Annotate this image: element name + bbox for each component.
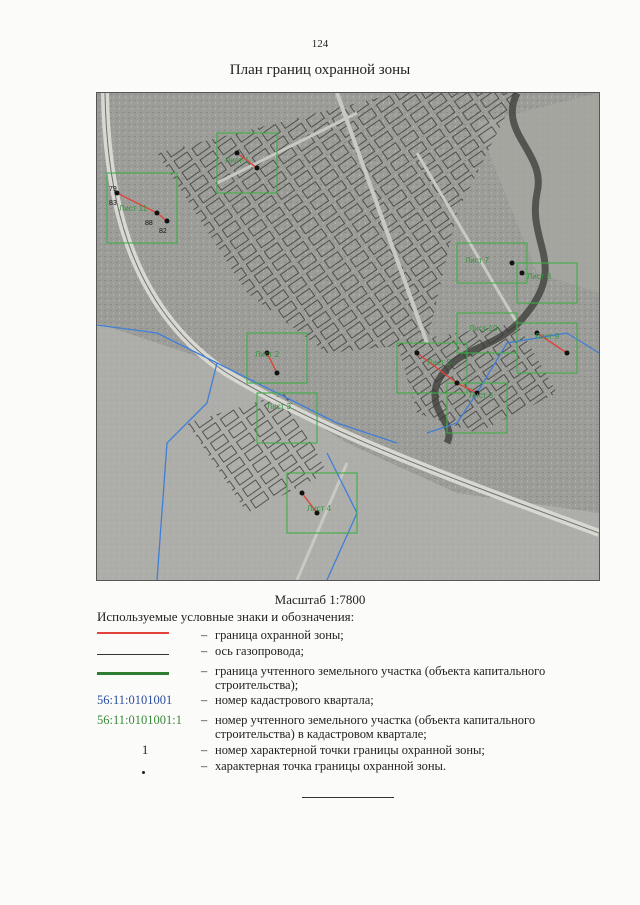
legend-dash: – [201,644,208,658]
red-line-icon [97,632,169,634]
cadastral-quarter-code: 56:11:0101001 [97,693,173,707]
legend-item-protection-zone [97,628,577,642]
legend-text: ось газопровода; [215,644,305,658]
page-title: План границ охранной зоны [229,62,411,78]
green-line-icon [97,672,169,675]
dot-icon [142,771,145,774]
sheet-label: Лист 3 [267,402,292,411]
point-number-label: 83 [109,200,117,207]
legend-item-land-plot-number [97,713,577,741]
land-plot-code: 56:11:0101001:1 [97,713,182,727]
legend-dash: – [201,743,208,757]
legend-heading: Используемые условные знаки и обозначения: [97,609,355,624]
sheet-label: Лист 7 [465,256,490,265]
legend-dash: – [201,664,208,678]
legend-text: граница учтенного земельного участка (объекта капитального строительства); [215,664,546,692]
legend-text: номер характерной точки границы охранной зоны; [215,743,485,757]
legend-item-land-plot-boundary [97,664,577,692]
sheet-label: Лист 1 [225,156,250,165]
black-line-icon [97,654,169,655]
aerial-map[interactable] [96,92,600,581]
legend-item-cadastral-quarter [97,693,577,707]
legend-dash: – [201,628,208,642]
legend-dash: – [201,759,208,773]
point-number-label: 79 [109,186,117,193]
legend-dash: – [201,693,208,707]
sheet-label: Лист 4 [307,504,332,513]
point-number-label: 88 [145,220,153,227]
point-number-sample: 1 [142,743,149,757]
legend-text: номер кадастрового квартала; [215,693,374,707]
legend-item-gas-pipeline-axis [97,644,577,658]
point-number-label: 82 [159,228,167,235]
sheet-label: Лист 6 [469,391,494,400]
map-scale: Масштаб 1:7800 [274,592,366,607]
sheet-label: Лист 11 [119,204,147,213]
sheet-label: Лист 5 [427,358,452,367]
sheet-label: Лист 9 [535,332,560,341]
legend-text: номер учтенного земельного участка (объекта капитального строительства) в кадастровом квартале; [215,713,536,741]
sheet-label: Лист 8 [527,272,552,281]
legend-item-boundary-point [97,759,577,777]
legend-dash: – [201,713,208,727]
sheet-label: Лист 2 [255,350,280,359]
page-number: 124 [311,38,329,50]
legend-text: характерная точка границы охранной зоны. [215,759,447,773]
legend-text: граница охранной зоны; [215,628,344,642]
bottom-rule [302,797,394,798]
legend-item-point-number [97,743,577,757]
sheet-label: Лист 10 [469,324,498,333]
